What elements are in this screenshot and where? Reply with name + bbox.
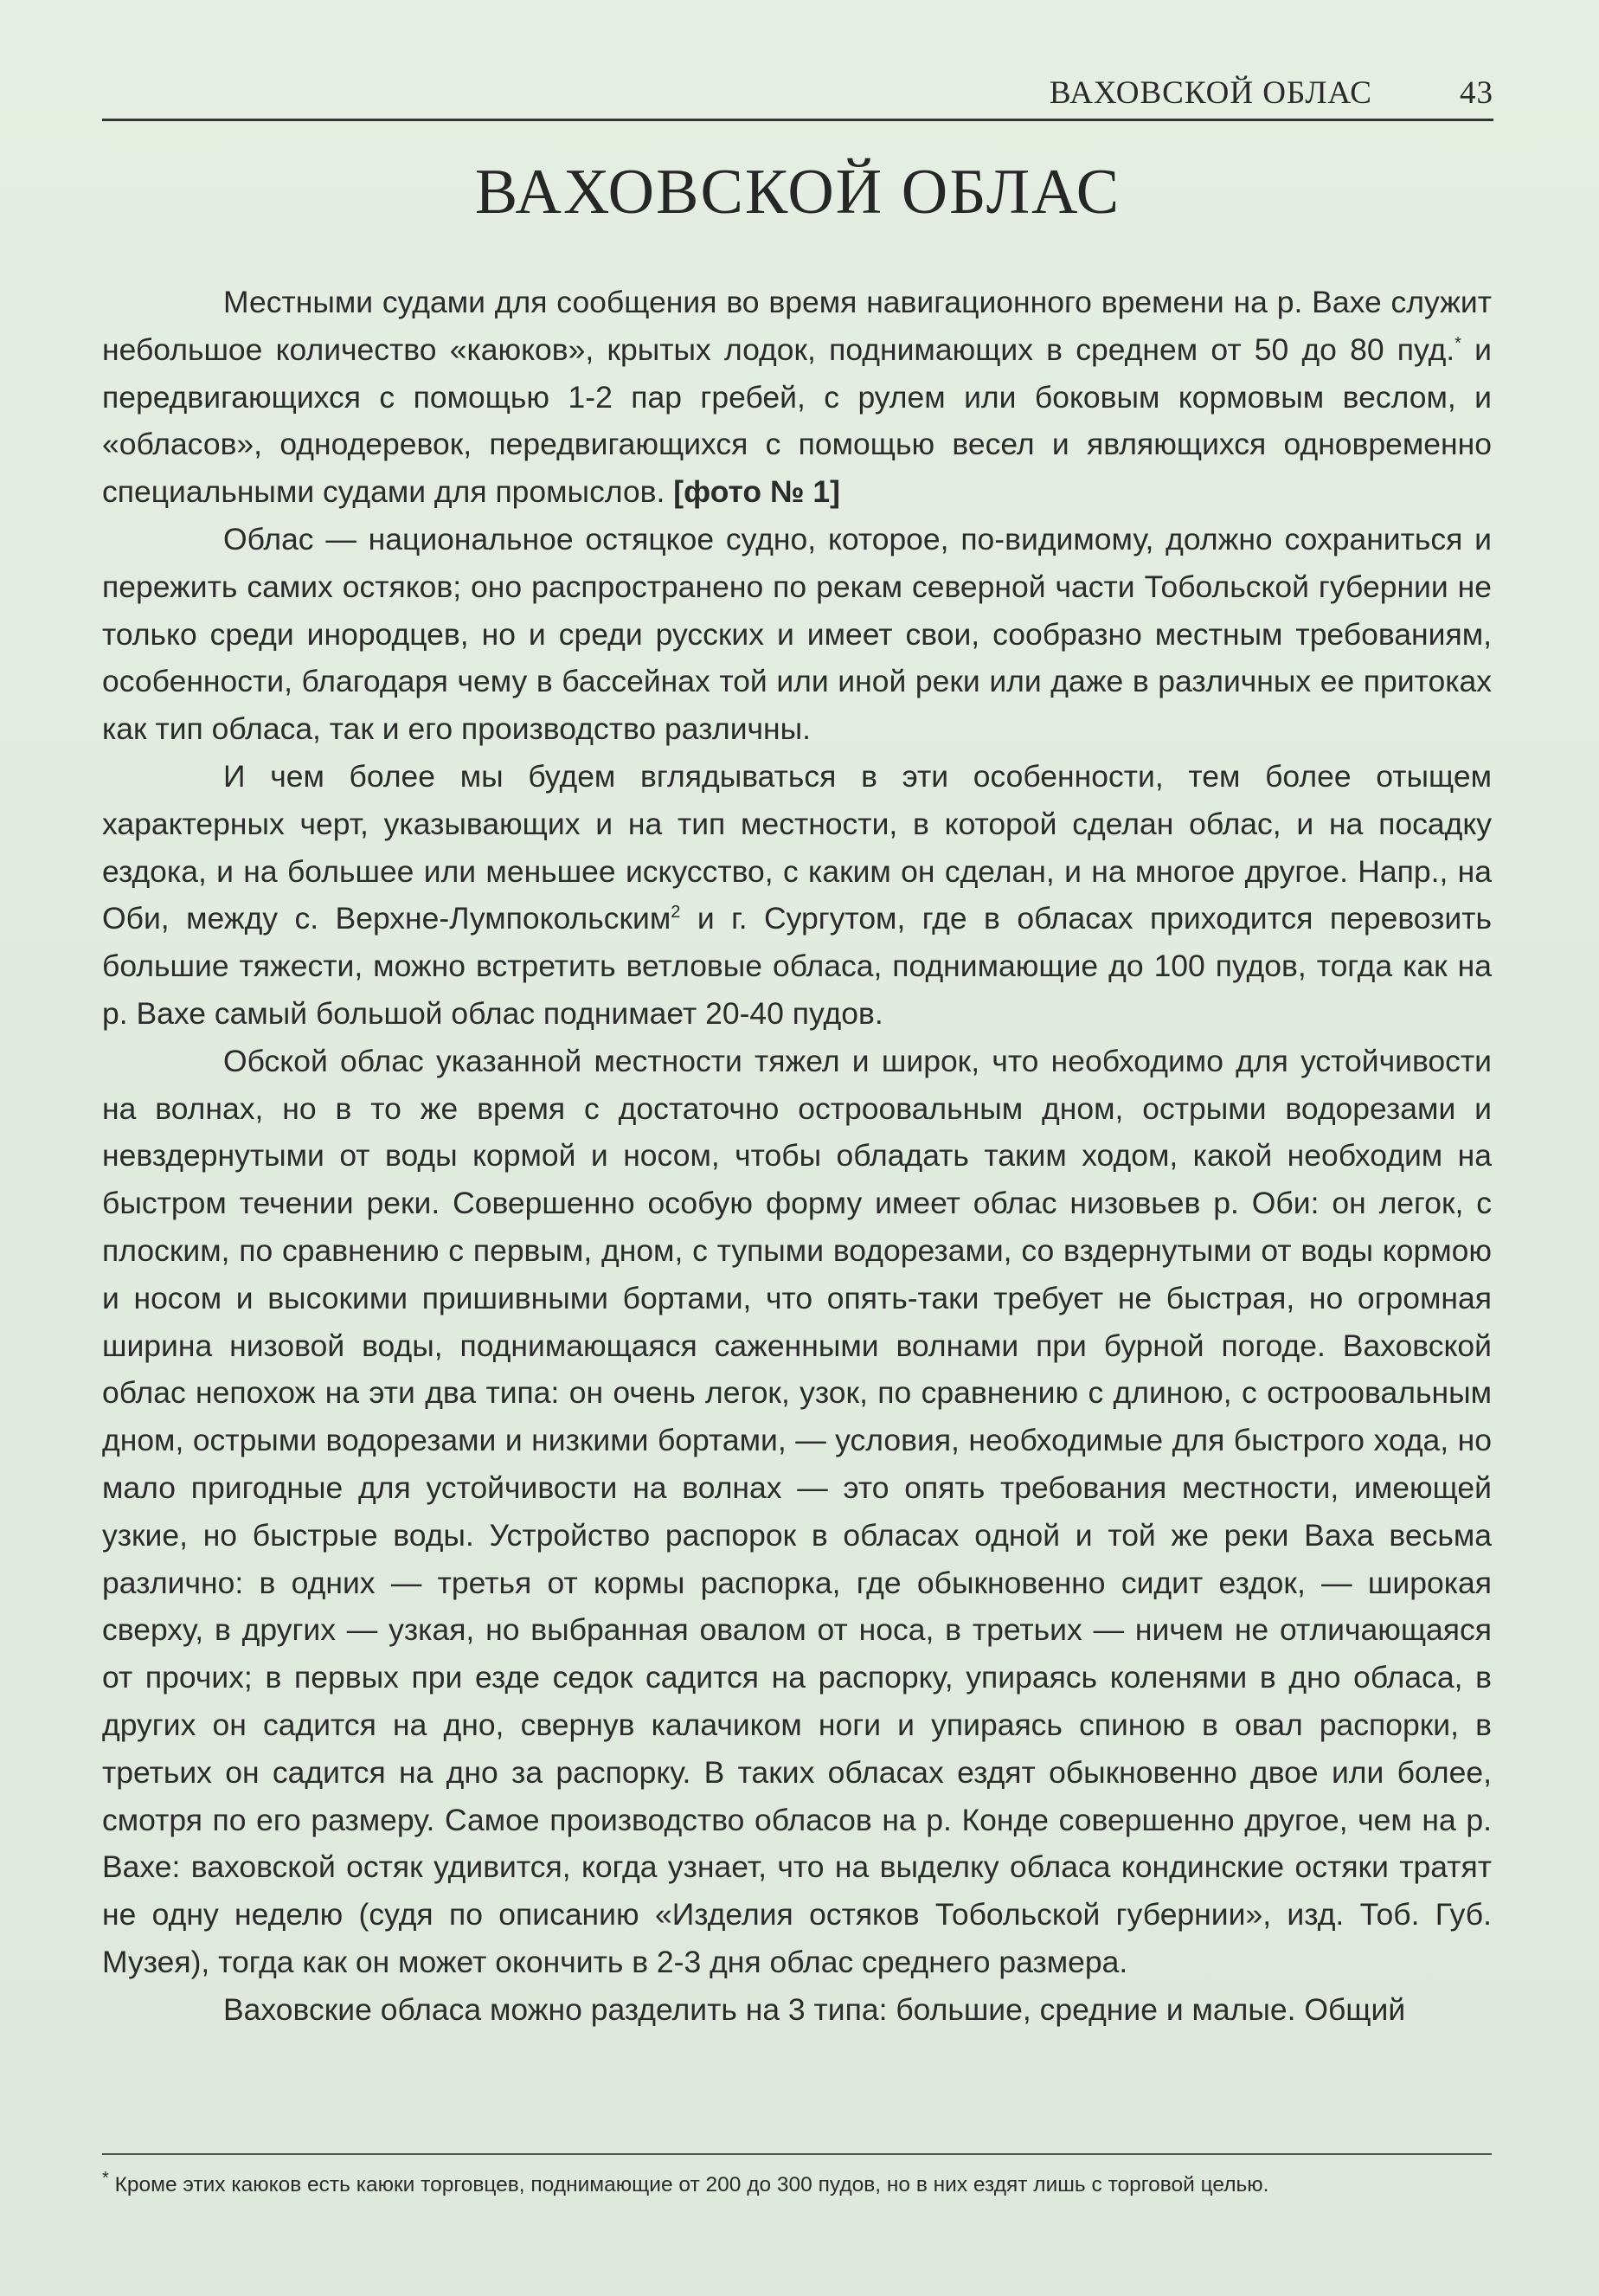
footnote [102, 2168, 1492, 2200]
footnote-text: Кроме этих каюков есть каюки торговцев, поднимающие от 200 до 300 пудов, но в них ездят лишь с торговой целью. [108, 2173, 1269, 2196]
paragraph-4: Обской облас указанной местности тяжел и широк, что необходимо для устойчивости на волнах, но в то же время с достаточно остроовальным дном, острыми водорезами и невздернутыми от воды кормой и носом, чтобы обладать таким ходом, какой необходим на быстром течении реки. Совершенно особую форму имеет облас низовьев р. Оби: он легок, с плоским, по сравнению с первым, дном, с тупыми водорезами, со вздернутыми от воды кормою и носом и высокими пришивными бортами, что опять-таки требует не быстрая, но огромная ширина низовой воды, поднимающаяся саженными волнами при бурной погоде. Ваховской облас непохож на эти два типа: он очень легок, узок, по сравнению с длиною, с остроовальным дном, острыми водорезами и низкими бортами, — условия, необходимые для быстрого хода, но мало пригодные для устойчивости на волнах — это опять требования местности, имеющей узкие, но быстрые воды. Устройство распорок в обласах одной и той же реки Ваха весьма различно: в одних — третья от кормы распорка, где обыкновенно сидит ездок, — широкая сверху, в других — узкая, но выбранная овалом от носа, в третьих — ничем не отличающаяся от прочих; в первых при езде седок садится на распорку, упираясь коленями в дно обласа, в других он садится на дно, свернув калачиком ноги и упираясь спиною в овал распорки, в третьих он садится на дно за распорку. В таких обласах ездят обыкновенно двое или более, смотря по его размеру. Самое производство обласов на р. Конде совершенно другое, чем на р. Вахе: ваховской остяк удивится, когда узнает, что на выделку обласа кондинские остяки тратят не одну неделю (судя по описанию «Изделия остяков Тобольской губернии», изд. Тоб. Губ. Музея), тогда как он может окончить в 2-3 дня облас среднего размера. [102, 1043, 1492, 1979]
body-text [102, 279, 1492, 2033]
footnote-marker-2: 2 [671, 903, 681, 923]
footnote-marker: * [1455, 333, 1461, 353]
header-rule [102, 119, 1493, 121]
chapter-title: ВАХОВСКОЙ ОБЛАС [474, 157, 1121, 228]
footnote-rule [102, 2153, 1492, 2155]
photo-reference: [фото № 1] [673, 474, 840, 510]
paragraph-3-text-a: И чем более мы будем вглядываться в эти особенности, тем более отыщем характерных черт, указывающих и на тип местности, в которой сделан облас, и на посадку ездока, и на большее или меньшее искусство, с каким он сделан, и на многое другое. Напр., на Оби, между с. Верхне-Лумпокольским [102, 758, 1492, 936]
paragraph-1 [102, 279, 1492, 516]
running-header-section-title: ВАХОВСКОЙ ОБЛАС [1049, 75, 1372, 111]
page-number: 43 [1460, 75, 1493, 111]
paragraph-3 [102, 753, 1492, 1038]
running-header [102, 68, 1493, 119]
paragraph-1-text-b: и передвигающихся с помощью 1-2 пар гребей, с рулем или боковым кормовым веслом, и «обласов», однодеревок, передвигающихся с помощью весел и являющихся одновременно специальными судами для промыслов. [102, 331, 1492, 510]
paragraph-5: Ваховские обласа можно разделить на 3 типа: большие, средние и малые. Общий [223, 1991, 1406, 2027]
paragraph-3-text-b: и г. Сургутом, где в обласах приходится перевозить большие тяжести, можно встретить ветловые обласа, поднимающие до 100 пудов, тогда как на р. Вахе самый большой облас поднимает 20-40 пудов. [102, 901, 1492, 1031]
paragraph-1-text-a: Местными судами для сообщения во время навигационного времени на р. Вахе служит небольшое количество «каюков», крытых лодок, поднимающих в среднем от 50 до 80 пуд. [102, 285, 1492, 367]
paragraph-2: Облас — национальное остяцкое судно, которое, по-видимому, должно сохраниться и пережить самих остяков; оно распространено по рекам северной части Тобольской губернии не только среди инородцев, но и среди русских и имеет свои, сообразно местным требованиям, особенности, благодаря чему в бассейнах той или иной реки или даже в различных ее притоках как тип обласа, так и его производство различны. [102, 521, 1492, 747]
footnote-mark: * [102, 2168, 109, 2188]
